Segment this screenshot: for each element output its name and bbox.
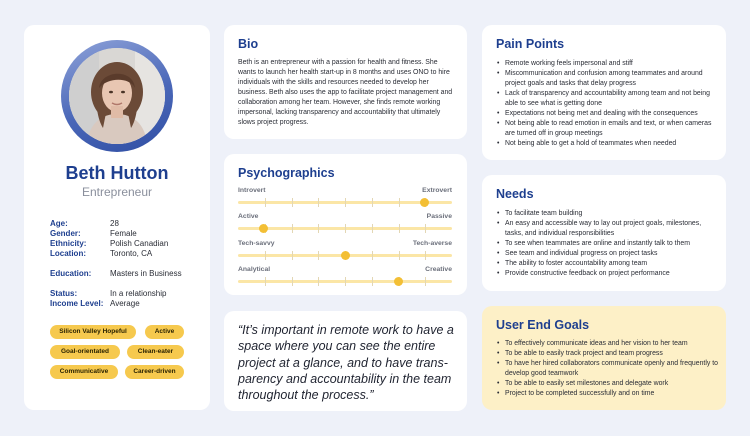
list-item: • See team and individual progress on project tasks <box>496 249 718 259</box>
tag-chip: Career-driven <box>125 365 184 379</box>
pain-points-card <box>482 25 726 160</box>
needs-card <box>482 175 726 291</box>
fact-label: Age: <box>50 219 68 228</box>
list-item: • Miscommunication and confusion among teammates and around project goals and tasks that delay progress <box>496 69 718 89</box>
scale-tick <box>372 198 373 207</box>
scale-tick <box>345 224 346 233</box>
fact-label: Location: <box>50 249 86 258</box>
scale-left-label: Analytical <box>238 266 271 273</box>
psychographic-scale <box>238 240 452 264</box>
list-item: • The ability to foster accountability among team <box>496 259 718 269</box>
fact-value: Toronto, CA <box>110 249 153 258</box>
fact-location <box>50 249 210 259</box>
persona-role: Entrepreneur <box>81 185 153 199</box>
list-item: • An easy and accessible way to lay out project goals, milestones, tasks, and individual responsibilities <box>496 219 718 239</box>
quote-card <box>224 311 467 411</box>
list-item: • To be able to easily set milestones and delegate work <box>496 379 718 389</box>
list-item: • To be able to easily track project and team progress <box>496 349 718 359</box>
scale-tick <box>292 224 293 233</box>
fact-label: Education: <box>50 269 92 278</box>
scale-tick <box>372 277 373 286</box>
scale-thumb <box>259 224 268 233</box>
list-item: • Expectations not being met and dealing with the consequences <box>496 109 718 119</box>
tag-chip: Clean-eater <box>127 345 184 359</box>
scale-tick <box>265 198 266 207</box>
tag-chip: Active <box>145 325 184 339</box>
scale-tick <box>399 198 400 207</box>
fact-value: Female <box>110 229 137 238</box>
scale-tick <box>345 198 346 207</box>
scale-right-label: Extrovert <box>422 187 452 194</box>
user-end-goals-title: User End Goals <box>496 318 590 332</box>
scale-tick <box>425 277 426 286</box>
user-end-goals-card <box>482 306 726 410</box>
avatar-ring <box>61 40 173 152</box>
persona-name: Beth Hutton <box>65 163 169 183</box>
bio-card <box>224 25 467 139</box>
scale-right-label: Passive <box>426 213 452 220</box>
list-item: • Lack of transparency and accountability among team and not being able to see what is getting done <box>496 89 718 109</box>
scale-tick <box>399 251 400 260</box>
fact-education <box>50 269 210 279</box>
scale-tick <box>265 277 266 286</box>
list-item: • To see when teammates are online and instantly talk to them <box>496 239 718 249</box>
scale-tick <box>292 251 293 260</box>
scale-tick <box>318 251 319 260</box>
scale-right-label: Tech-averse <box>412 240 452 247</box>
list-item: • Provide constructive feedback on project performance <box>496 269 718 279</box>
fact-ethnicity <box>50 239 210 249</box>
fact-value: Masters in Business <box>110 269 182 278</box>
scale-thumb <box>394 277 403 286</box>
scale-tick <box>372 251 373 260</box>
list-item: • To effectively communicate ideas and her vision to her team <box>496 339 718 349</box>
scale-tick <box>292 198 293 207</box>
scale-thumb <box>341 251 350 260</box>
list-item: • To have her hired collaborators communicate openly and frequently to develop good teamwork <box>496 359 718 379</box>
fact-label: Status: <box>50 289 78 298</box>
avatar <box>69 48 165 144</box>
scale-tick <box>292 277 293 286</box>
fact-value: In a relationship <box>110 289 167 298</box>
list-item: • Not being able to get a hold of teammates when needed <box>496 139 718 149</box>
fact-status <box>50 289 210 299</box>
scale-tick <box>399 224 400 233</box>
psychographic-scale <box>238 187 452 211</box>
scale-tick <box>318 224 319 233</box>
bio-text: Beth is an entrepreneur with a passion for health and fitness. She wants to launch her health start-up in 8 months and uses ONO to hire individuals with the skills and resources needed to develop her business. Beth also uses the app to facilitate project management and collaboration among her team. However, she finds remote working impersonal, lacking transparency and accountability that ultimately slows project progress. <box>238 59 453 126</box>
scale-left-label: Tech-savvy <box>238 240 275 247</box>
scale-right-label: Creative <box>425 266 452 273</box>
fact-gender <box>50 229 210 239</box>
list-item: • Remote working feels impersonal and stiff <box>496 59 718 69</box>
bio-title: Bio <box>238 37 259 51</box>
scale-tick <box>345 277 346 286</box>
pain-points-list <box>496 59 718 149</box>
persona-quote: “It’s important in remote work to have a space where you can see the entire project at a glance, and to have trans-parency and accountability in the team throughout the process.” <box>238 323 454 403</box>
avatar-portrait-icon <box>69 48 165 144</box>
tag-chip: Communicative <box>50 365 118 379</box>
fact-age <box>50 219 210 229</box>
user-end-goals-list <box>496 339 718 399</box>
fact-label: Income Level: <box>50 299 104 308</box>
needs-title: Needs <box>496 187 534 201</box>
scale-tick <box>425 251 426 260</box>
scale-tick <box>265 251 266 260</box>
fact-income <box>50 299 210 309</box>
psychographic-scale <box>238 213 452 237</box>
scale-left-label: Active <box>238 213 259 220</box>
fact-label: Ethnicity: <box>50 239 87 248</box>
list-item: • Not being able to read emotion in emails and text, or when cameras are turned off in group meetings <box>496 119 718 139</box>
scale-tick <box>372 224 373 233</box>
tag-chip: Silicon Valley Hopeful <box>50 325 136 339</box>
list-item: • To facilitate team building <box>496 209 718 219</box>
psychographics-card <box>224 154 467 295</box>
scale-tick <box>318 277 319 286</box>
pain-points-title: Pain Points <box>496 37 565 51</box>
scale-tick <box>425 224 426 233</box>
tag-chip: Goal-orientated <box>50 345 120 359</box>
scale-tick <box>318 198 319 207</box>
psychographics-title: Psychographics <box>238 166 335 180</box>
list-item: • Project to be completed successfully and on time <box>496 389 718 399</box>
fact-value: Average <box>110 299 140 308</box>
scale-left-label: Introvert <box>238 187 266 194</box>
scale-thumb <box>420 198 429 207</box>
fact-value: Polish Canadian <box>110 239 169 248</box>
needs-list <box>496 209 718 279</box>
profile-card <box>24 25 210 410</box>
psychographic-scale <box>238 266 452 290</box>
fact-value: 28 <box>110 219 119 228</box>
fact-label: Gender: <box>50 229 81 238</box>
